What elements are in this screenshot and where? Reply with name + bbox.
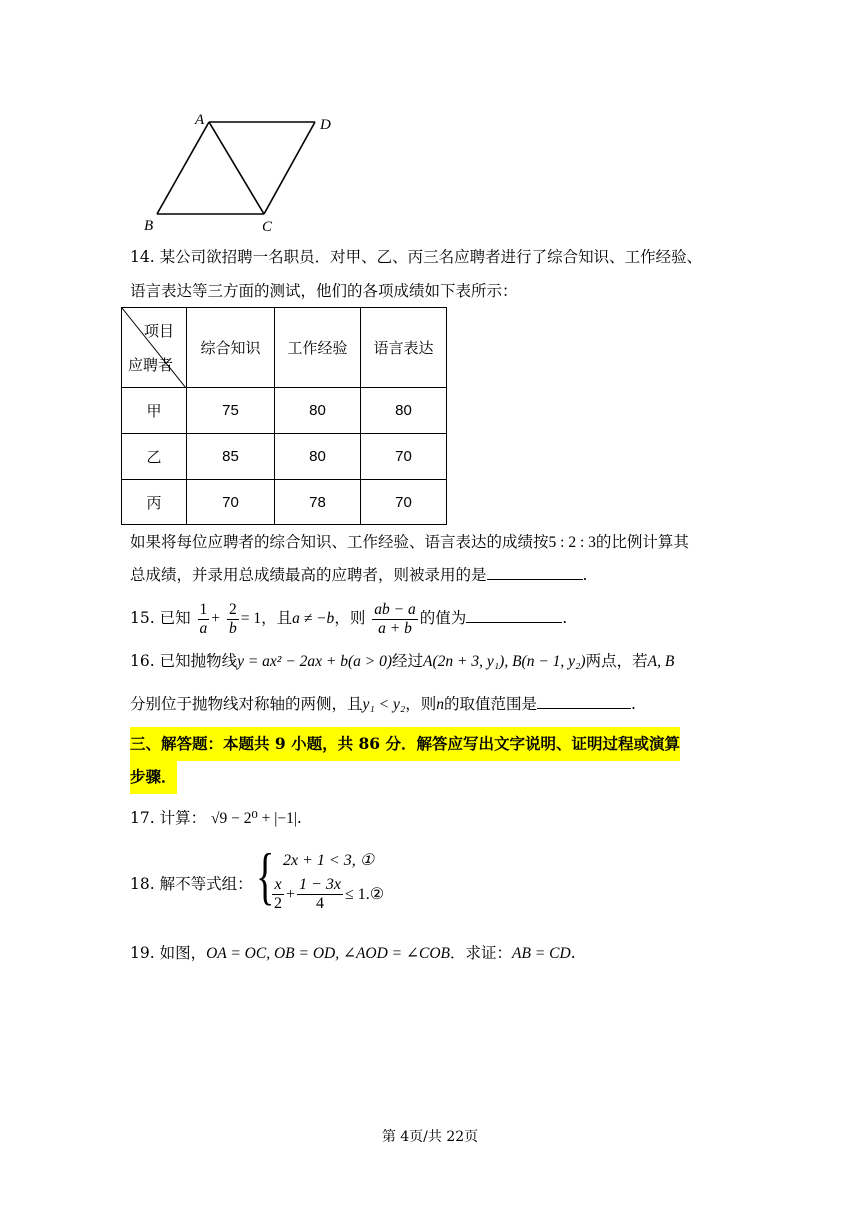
- table-corner-cell: [122, 308, 187, 388]
- table-row: [122, 480, 447, 525]
- section-heading-cont: 步骤．: [130, 760, 177, 794]
- fraction-2-over-b: $\frac{2}{b}$: [228, 600, 237, 637]
- expression: √9 − 2⁰ + |−1|: [211, 810, 297, 827]
- q14-line2: 语言表达等三方面的测试，他们的各项成绩如下表所示：: [130, 282, 518, 300]
- q16-line1: 16. 已知抛物线y = ax² − 2ax + b(a > 0)经过A(2n + 3, y₁), B(n − 1, y₂)两点，若A, B: [130, 652, 675, 670]
- segment-ab: [157, 122, 209, 214]
- corner-bottom-label: 应聘者: [128, 356, 174, 374]
- table-cell: 75: [187, 388, 275, 434]
- fraction-expression: $\frac{ab - a}{a + b}$: [374, 600, 416, 637]
- table-row: [122, 434, 447, 480]
- applicant-name: 丙: [122, 480, 187, 525]
- parallelogram-figure: [140, 110, 350, 235]
- q15-line: 15. 已知 $\frac{1}{a}$ + $\frac{2}{b}$ = 1，且a ≠ −b，则 $\frac{ab - a}{a + b}$ 的值为 .: [130, 600, 568, 637]
- table-cell: 78: [275, 480, 361, 525]
- label-c: C: [262, 219, 273, 235]
- table-cell: 70: [361, 434, 447, 480]
- corner-top-label: 项目: [143, 322, 174, 340]
- table-header: 工作经验: [275, 308, 361, 388]
- table-cell: 80: [275, 388, 361, 434]
- table-cell: 70: [361, 480, 447, 525]
- table-header: 语言表达: [361, 308, 447, 388]
- label-a: A: [195, 112, 205, 128]
- page-footer: 第 4页/共 22页: [381, 1129, 479, 1145]
- brace-icon: {: [256, 840, 275, 911]
- applicant-name: 甲: [122, 388, 187, 434]
- q18-prefix: 18. 解不等式组：: [130, 875, 253, 893]
- table-cell: 85: [187, 434, 275, 480]
- table-cell: 80: [275, 434, 361, 480]
- points: A(2n + 3, y₁), B(n − 1, y₂): [423, 653, 586, 670]
- scores-table: [121, 307, 447, 525]
- label-d: D: [320, 117, 331, 133]
- table-header: 综合知识: [187, 308, 275, 388]
- answer-blank[interactable]: [537, 692, 631, 709]
- ratio: 5 : 2 : 3: [548, 534, 596, 551]
- table-cell: 70: [187, 480, 275, 525]
- inequality-1: 2x + 1 < 3, ①: [283, 852, 375, 869]
- q14-line3: 如果将每位应聘者的综合知识、工作经验、语言表达的成绩按5 : 2 : 3的比例计算其: [130, 533, 689, 551]
- answer-blank[interactable]: [487, 563, 583, 580]
- q14-line4: 总成绩，并录用总成绩最高的应聘者，则被录用的是 .: [130, 563, 587, 587]
- segment-cd: [264, 122, 315, 214]
- parabola-function: y = ax² − 2ax + b(a > 0): [237, 653, 393, 670]
- q16-line2: 分别位于抛物线对称轴的两侧，且y₁ < y₂，则n的取值范围是 .: [130, 692, 636, 717]
- table-cell: 80: [361, 388, 447, 434]
- label-b: B: [144, 218, 154, 234]
- answer-blank[interactable]: [466, 606, 562, 623]
- given-conditions: OA = OC, OB = OD, ∠AOD = ∠COB: [206, 945, 450, 962]
- q19-line: 19. 如图，OA = OC, OB = OD, ∠AOD = ∠COB．求证：AB = CD.: [130, 944, 576, 962]
- to-prove: AB = CD: [512, 945, 571, 962]
- fraction-1-over-a: $\frac{1}{a}$: [199, 600, 208, 637]
- q14-line1: 14. 某公司欲招聘一名职员．对甲、乙、丙三名应聘者进行了综合知识、工作经验、: [130, 248, 703, 266]
- condition: a ≠ −b: [292, 610, 335, 627]
- applicant-name: 乙: [122, 434, 187, 480]
- inequality-2: $\frac{x}{2}$ + $\frac{1 - 3x}{4}$ ≤ 1.②: [274, 876, 385, 912]
- table-row: [122, 388, 447, 434]
- section-heading: 三、解答题：本题共 9 小题，共 86 分．解答应写出文字说明、证明过程或演算: [130, 727, 680, 761]
- q17-line: 17. 计算： √9 − 2⁰ + |−1|.: [130, 809, 302, 827]
- segment-ac: [209, 122, 264, 214]
